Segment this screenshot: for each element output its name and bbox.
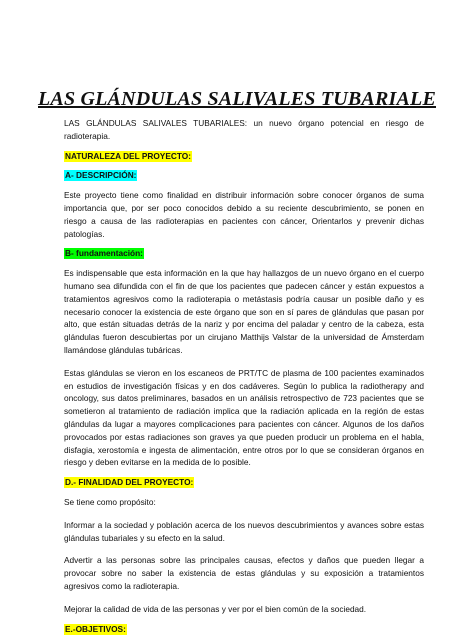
heading-descripcion: A- DESCRIPCIÓN: bbox=[65, 170, 137, 181]
heading-fundamentacion: B- fundamentación: bbox=[65, 248, 143, 259]
intro-line: LAS GLÁNDULAS SALIVALES TUBARIALES: un nuevo órgano potencial en riesgo de radioterapia. bbox=[64, 118, 424, 141]
heading-naturaleza: NATURALEZA DEL PROYECTO: bbox=[65, 150, 191, 161]
paragraph-mejorar: Mejorar la calidad de vida de las personas y ver por el bien común de la sociedad. bbox=[64, 603, 367, 614]
paragraph-informar: Informar a la sociedad y población acerca de los nuevos descubrimientos y avances sobre estas glándulas tubariales y su efecto en la salud. bbox=[64, 519, 424, 543]
paragraph-proposito: Se tiene como propósito: bbox=[64, 496, 156, 507]
paragraph-advertir: Advertir a las personas sobre las principales causas, efectos y daños que pueden llegar a provocar sobre no saber la existencia de estas glándulas y su exposición a tratamientos agresivos como la radioterapia. bbox=[64, 555, 424, 591]
document-title: LAS GLÁNDULAS SALIVALES TUBARIALE bbox=[38, 88, 436, 110]
heading-objetivos: E.-OBJETIVOS: bbox=[65, 623, 126, 634]
document-body bbox=[64, 117, 424, 635]
heading-finalidad: D.- FINALIDAD DEL PROYECTO: bbox=[65, 477, 194, 488]
paragraph-fundamentacion: Es indispensable que esta información en la que hay hallazgos de un nuevo órgano en el cuerpo humano sea difundida con el fin de que los pacientes que padecen cáncer y están expuestos a tratamientos agresivos como la radioterapia o metástasis podría causar un posible daño y es necesario conocer la existencia de este órgano que son en sí pares de glándulas que pasan por alto, que están situadas detrás de la nariz y por encima del paladar y centro de la cabeza, esta glándulas fueron descubiertas por un cirujano Matthijs Valstar de la universidad de Ámsterdam llamándose glándulas tubáricas. bbox=[64, 268, 424, 355]
paragraph-escaneos: Estas glándulas se vieron en los escaneos de PRT/TC de plasma de 100 pacientes examinados en estudios de investigación físicas y en dos cadáveres. Según lo publica la radiotherapy and oncology, sus datos preliminares, basados en un análisis retrospectivo de 723 pacientes que se sometieron al tratamiento de radiación implica que la radiación aplicada en la región de estas glándulas da lugar a mayores complicaciones para pacientes con cáncer. Algunos de los daños provocados por estas radiaciones son graves ya que pueden producir un problema en el habla, disfagia, xerostomía e ingesta de alimentación, entre otros por lo que se consideran órganos en riesgo y deben evitarse en la medida de lo posible. bbox=[64, 367, 424, 468]
paragraph-descripcion: Este proyecto tiene como finalidad en distribuir información sobre conocer órganos de suma importancia que, por ser poco conocidos debido a su reciente descubrimiento, se ponen en riesgo a causa de las radioterapias en pacientes con cáncer, Orientarlos y prevenir dichas patologías. bbox=[64, 190, 424, 239]
